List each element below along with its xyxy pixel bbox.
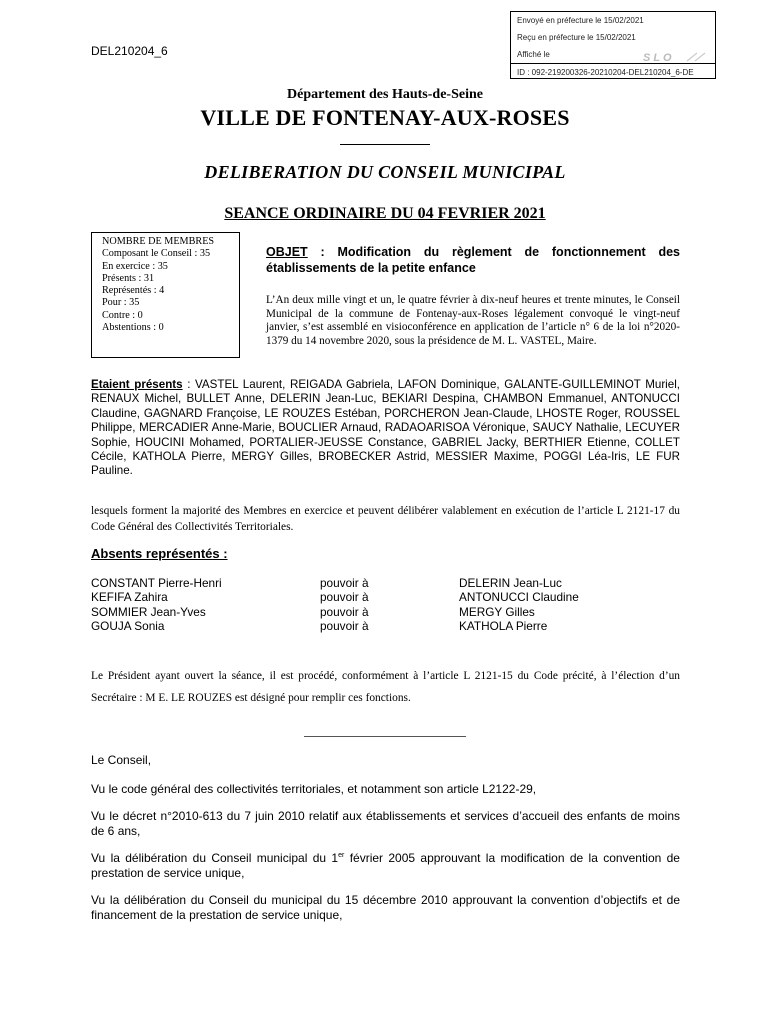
- object-statement: [266, 244, 680, 276]
- deliberation-title: DELIBERATION DU CONSEIL MUNICIPAL: [204, 162, 566, 182]
- vu3-part-a: Vu la délibération du Conseil municipal du 1: [91, 851, 339, 865]
- proxy-absent-name: CONSTANT Pierre-Henri: [91, 576, 222, 590]
- council-opening: Le Conseil,: [91, 753, 152, 767]
- city-heading: VILLE DE FONTENAY-AUX-ROSES: [200, 105, 570, 130]
- prefecture-stamp: [510, 11, 716, 79]
- members-line: Pour : 35: [102, 297, 140, 309]
- members-title: NOMBRE DE MEMBRES: [102, 236, 215, 247]
- vu-paragraph-3: [91, 851, 680, 880]
- secretary-election: Le Président ayant ouvert la séance, il est procédé, conformément à l’article L 2121-15 du Code précité, à l’élection d’un Secrétaire : M E. LE ROUZES est désigné pour remplir ces fonctions.: [91, 670, 680, 704]
- proxy-absent-name: GOUJA Sonia: [91, 618, 165, 633]
- proxy-row: [91, 576, 691, 590]
- proxies-list: [91, 576, 691, 633]
- stamp-received-date: Reçu en préfecture le 15/02/2021: [517, 33, 636, 42]
- proxy-row: [91, 605, 691, 619]
- members-count-box: [91, 232, 240, 358]
- slo-logo: [641, 50, 711, 64]
- members-line: Contre : 0: [102, 309, 143, 321]
- proxy-connector: pouvoir à: [320, 576, 369, 590]
- proxy-holder-name: MERGY Gilles: [459, 604, 535, 619]
- proxy-row: [91, 619, 691, 633]
- session-title: SEANCE ORDINAIRE DU 04 FEVRIER 2021: [224, 205, 546, 222]
- proxy-absent-name: KEFIFA Zahira: [91, 590, 168, 605]
- svg-text:SLO: SLO: [643, 52, 675, 64]
- proxy-row: [91, 590, 691, 604]
- vu3-part-b: février 2005 approuvant la modification de la convention de prestation de service unique,: [91, 851, 680, 880]
- members-line: Composant le Conseil : 35: [102, 248, 211, 260]
- proxy-connector: pouvoir à: [320, 618, 369, 633]
- object-label: OBJET: [266, 245, 308, 259]
- vu3-superscript: er: [338, 852, 345, 859]
- members-line: Représentés : 4: [102, 285, 165, 297]
- proxy-holder-name: ANTONUCCI Claudine: [459, 590, 579, 605]
- heading-divider: [340, 144, 430, 145]
- vu-paragraph-4: Vu la délibération du Conseil du municipal du 15 décembre 2010 approuvant la convention d’objectifs et de financement de la prestation de service unique,: [91, 893, 680, 922]
- attendees-paragraph: [91, 378, 680, 479]
- members-line: Abstentions : 0: [102, 322, 164, 334]
- proxy-connector: pouvoir à: [320, 590, 369, 605]
- attendees-label: Etaient présents: [91, 378, 183, 391]
- proxy-holder-name: KATHOLA Pierre: [459, 618, 548, 633]
- attendees-list: : VASTEL Laurent, REIGADA Gabriela, LAFON Dominique, GALANTE-GUILLEMINOT Muriel, RENAUX Michel, BULLET Anne, DELERIN Jean-Luc, BEKIARI Despina, CHAMBON Emmanuel, ANTONUCCI Claudine, GAGNARD Françoise, LE ROUZES Estéban, PORCHERON Jean-Claude, LHOSTE Roger, ROUSSEL Philippe, MERCADIER Anne-Marie, BOUCLIER Arnaud, RADAOARISOA Véronique, SAUCY Nathalie, LECUYER Sophie, HOUCINI Mohamed, PORTALIER-JEUSSE Constance, GABRIEL Jacky, BERTHIER Etienne, COLLET Cécile, KATHOLA Pierre, MERGY Gilles, BROBECKER Astrid, MESSIER Maxime, POGGI Léa-Iris, LE FUR Pauline.: [91, 378, 680, 478]
- stamp-id: ID : 092-219200326-20210204-DEL210204_6-DE: [511, 63, 715, 80]
- proxy-holder-name: DELERIN Jean-Luc: [459, 576, 562, 590]
- section-divider: [304, 736, 466, 737]
- session-intro: L’An deux mille vingt et un, le quatre février à dix-neuf heures et trente minutes, le Conseil Municipal de la commune de Fontenay-aux-Roses légalement convoqué le vingt-neuf janvier, s’est assemblé en visioconférence en application de l’article n° 6 de la loi n°2020-1379 du 14 novembre 2020, sous la présidence de M. L. VASTEL, Maire.: [266, 294, 680, 347]
- proxy-absent-name: SOMMIER Jean-Yves: [91, 604, 206, 619]
- members-line: En exercice : 35: [102, 260, 168, 272]
- object-text: : Modification du règlement de fonctionnement des établissements de la petite enfance: [266, 245, 680, 275]
- stamp-sent-date: Envoyé en préfecture le 15/02/2021: [517, 16, 644, 25]
- department-heading: Département des Hauts-de-Seine: [287, 87, 483, 102]
- members-line: Présents : 31: [102, 272, 155, 284]
- vu-paragraph-2: Vu le décret n°2010-613 du 7 juin 2010 relatif aux établissements et services d’accueil des enfants de moins de 6 ans,: [91, 809, 680, 838]
- absents-heading: Absents représentés :: [91, 546, 228, 561]
- deliberation-reference: DEL210204_6: [91, 44, 168, 58]
- quorum-statement: lesquels forment la majorité des Membres en exercice et peuvent délibérer valablement en exécution de l’article L 2121-17 du Code Général des Collectivités Territoriales.: [91, 505, 680, 533]
- stamp-posted: Affiché le: [517, 50, 550, 59]
- proxy-connector: pouvoir à: [320, 604, 369, 619]
- vu-paragraph-1: Vu le code général des collectivités territoriales, et notamment son article L2122-29,: [91, 782, 537, 796]
